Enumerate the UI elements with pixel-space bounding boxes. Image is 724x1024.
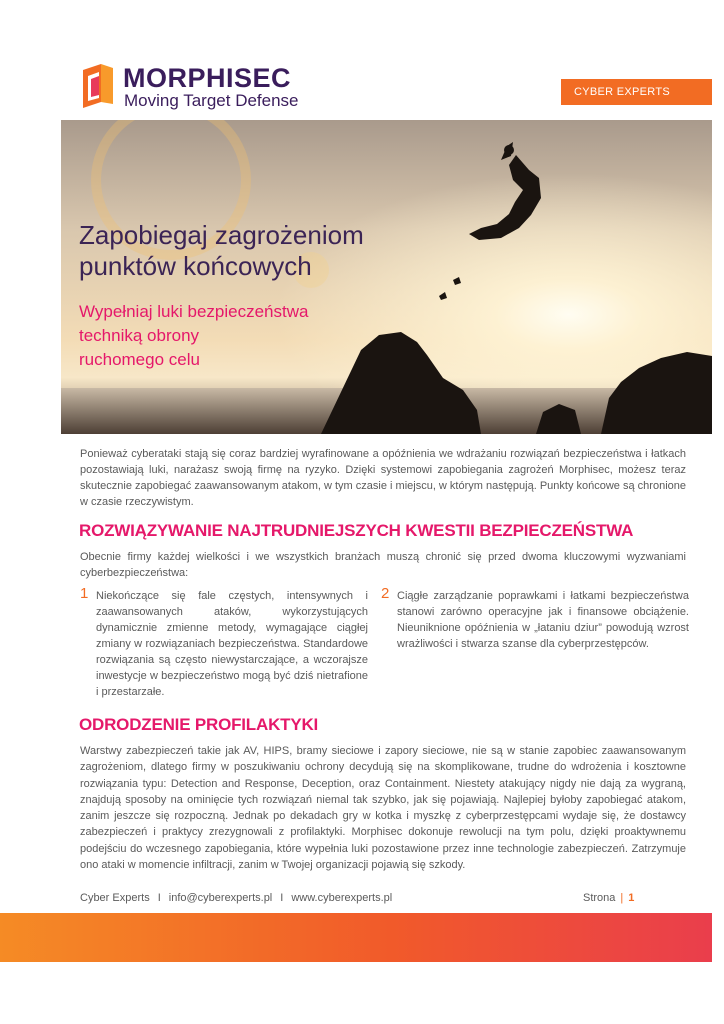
section2-heading: ODRODZENIE PROFILAKTYKI [79,715,319,734]
footer-gradient-bar [0,913,712,962]
footer-email-link[interactable]: info@cyberexperts.pl [168,892,273,904]
cyber-experts-badge: CYBER EXPERTS [561,79,712,105]
challenge-number-2: 2 [381,585,390,602]
footer-separator: I [280,892,284,904]
hero-banner [61,120,712,434]
hero-subtitle-line-3: ruchomego celu [79,350,200,369]
section1-lead: Obecnie firmy każdej wielkości i we wszystkich branżach muszą chronić się przed dwoma kluczowymi wyzwaniami cyberbezpieczeństwa: [80,551,686,579]
hero-title-line-2: punktów końcowych [79,251,312,281]
hero-title [79,220,364,282]
hero-subtitle [79,300,308,372]
footer-separator: I [157,892,161,904]
challenge-text-1: Niekończące się fale częstych, intensywnych i zaawansowanych ataków, wykorzystujących dynamicznie zmienne metody, wymagające ciągłej zmiany w rozwiązaniach bezpieczeństwa. Standardowe rozwiązania są często niewystarczające, a wczorajsze inwestycje w bezpieczeństwo mogą być dziś nietrafione i przestarzałe. [96,590,368,698]
logo-tagline: Moving Target Defense [124,91,299,110]
challenge-number-1: 1 [80,585,89,602]
hero-title-line-1: Zapobiegaj zagrożeniom [79,220,364,250]
section1-heading: ROZWIĄZYWANIE NAJTRUDNIEJSZYCH KWESTII BEZPIECZEŃSTWA [79,521,634,540]
page-label: Strona [583,892,616,904]
challenge-item-1 [80,585,368,700]
challenge-text-2: Ciągłe zarządzanie poprawkami i łatkami bezpieczeństwa stanowi zarówno operacyjne jak i finansowe obciążenie. Nieuniknione opóźnienia w „łataniu dziur” powodują wzrost wrażliwości i stwarza szanse dla cyberprzestępców. [397,590,689,650]
footer-company: Cyber Experts [80,892,150,904]
page-indicator [583,892,634,904]
morphisec-logo-mark-icon [79,62,113,108]
hero-subtitle-line-2: techniką obrony [79,326,200,345]
page-separator: | [620,892,624,904]
section2-body: Warstwy zabezpieczeń takie jak AV, HIPS, bramy sieciowe i zapory sieciowe, nie są w stanie zapobiec zaawansowanym zagrożeniom, dlatego firmy w poszukiwaniu ochrony decydują się na skomplikowane, trudne do wdrożenia i kosztowne rozwiązania typu: Detection and Response, Deception, oraz Containment. Niestety atakujący nigdy nie dają za wygraną, znajdują sposoby na ominięcie tych rozwiązań niemal tak szybko, jak się pojawiają. Najlepiej byłoby zapobiegać atakom, zanim jeszcze się rozpoczną. Jednak po dekadach gry w kotka i myszkę z cyberprzestępcami wydaje się, że dostawcy zabezpieczeń i praktycy zrezygnowali z profilaktyki. Morphisec dokonuje rewolucji na tym polu, dzięki proaktywnemu podejściu do wczesnego zapobiegania, które wypełnia luki pozostawione przez inne technologie zabezpieczeń. Zatrzymuje ono ataki w momencie infiltracji, zanim w Twojej organizacji pojawią się szkody. [80,745,686,872]
footer-website-link[interactable]: www.cyberexperts.pl [291,892,393,904]
page-number: 1 [628,892,635,904]
challenge-item-2 [381,585,689,652]
hero-subtitle-line-1: Wypełniaj luki bezpieczeństwa [79,302,309,321]
logo-name: MORPHISEC [123,63,292,93]
footer-contact [80,892,392,904]
intro-paragraph: Ponieważ cyberataki stają się coraz bardziej wyrafinowane a opóźnienia we wdrażaniu rozwiązań bezpieczeństwa i łatkach pozostawiają luki, narażasz swoją firmę na ryzyko. Dzięki systemowi zapobiegania zagrożeń Morphisec, możesz teraz skutecznie zapobiegać zaawansowanym atakom, w tym czasie i miejscu, w którym następują. Punkty końcowe są chronione w czasie rzeczywistym. [80,448,686,508]
